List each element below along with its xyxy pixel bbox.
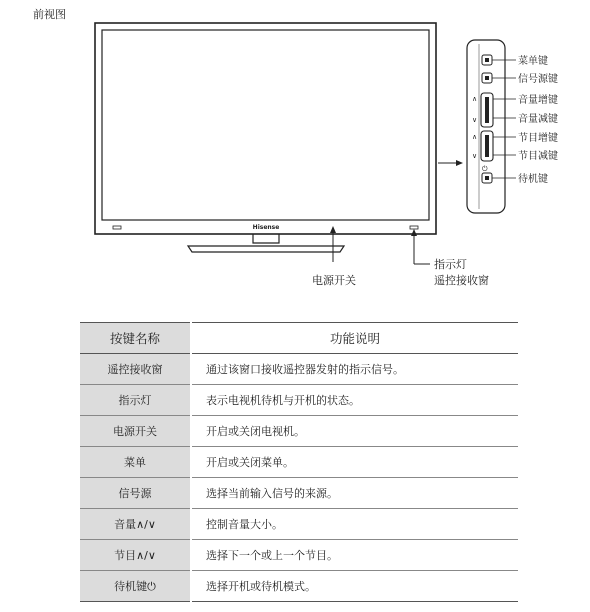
key-desc-cell: 选择当前输入信号的来源。	[191, 478, 518, 509]
table-row	[80, 540, 518, 571]
power-switch-callout	[312, 226, 356, 287]
section-title: 前视图	[33, 8, 66, 21]
ch-up-key-label: 节目增键	[518, 133, 558, 144]
key-desc-cell: 选择下一个或上一个节目。	[191, 540, 518, 571]
menu-key-label: 菜单键	[518, 56, 548, 67]
table-row	[80, 571, 518, 602]
tv-stand-base	[188, 246, 344, 252]
table-header-row	[80, 323, 518, 354]
table-row	[80, 447, 518, 478]
table-row	[80, 385, 518, 416]
side-control-panel	[467, 40, 558, 213]
indicator-label: 指示灯	[434, 258, 467, 271]
tv-brand-logo: Hisense	[252, 224, 280, 231]
key-name-cell: 遥控接收窗	[80, 354, 191, 385]
source-key-label: 信号源键	[518, 74, 558, 85]
key-desc-cell: 开启或关闭电视机。	[191, 416, 518, 447]
key-desc-cell: 通过该窗口接收遥控器发射的指示信号。	[191, 354, 518, 385]
key-desc-cell: 控制音量大小。	[191, 509, 518, 540]
power-switch-label: 电源开关	[312, 274, 356, 287]
indicator-callout	[411, 229, 489, 287]
tv-stand-neck	[253, 234, 279, 243]
ch-up-arrow-icon: ∧	[472, 133, 478, 141]
key-desc-cell: 开启或关闭菜单。	[191, 447, 518, 478]
tv-illustration	[95, 23, 436, 252]
key-desc-cell: 表示电视机待机与开机的状态。	[191, 385, 518, 416]
header-function: 功能说明	[191, 323, 518, 354]
key-name-cell: 电源开关	[80, 416, 191, 447]
vol-up-key-label: 音量增键	[518, 95, 558, 106]
key-name-cell: 菜单	[80, 447, 191, 478]
key-name-cell: 待机键⏻	[80, 571, 191, 602]
table-row	[80, 478, 518, 509]
front-view-diagram	[0, 0, 590, 300]
key-desc-cell: 选择开机或待机模式。	[191, 571, 518, 602]
ch-down-key-label: 节目减键	[518, 151, 558, 162]
vol-down-key-label: 音量减键	[518, 114, 558, 125]
power-symbol-icon: ⏻	[482, 165, 488, 173]
standby-key-label: 待机键	[518, 174, 548, 185]
key-name-cell: 音量∧/∨	[80, 509, 191, 540]
vol-up-arrow-icon: ∧	[472, 95, 478, 103]
ch-down-arrow-icon: ∨	[472, 152, 478, 160]
remote-receiver-label: 遥控接收窗	[434, 274, 489, 287]
key-name-cell: 信号源	[80, 478, 191, 509]
key-name-cell: 指示灯	[80, 385, 191, 416]
table-row	[80, 354, 518, 385]
vol-down-arrow-icon: ∨	[472, 116, 478, 124]
table-row	[80, 509, 518, 540]
tv-screen	[102, 30, 429, 220]
table-row	[80, 416, 518, 447]
key-function-table	[80, 322, 518, 602]
header-key-name: 按键名称	[80, 323, 191, 354]
side-panel-pointer	[438, 160, 463, 166]
key-name-cell: 节目∧/∨	[80, 540, 191, 571]
